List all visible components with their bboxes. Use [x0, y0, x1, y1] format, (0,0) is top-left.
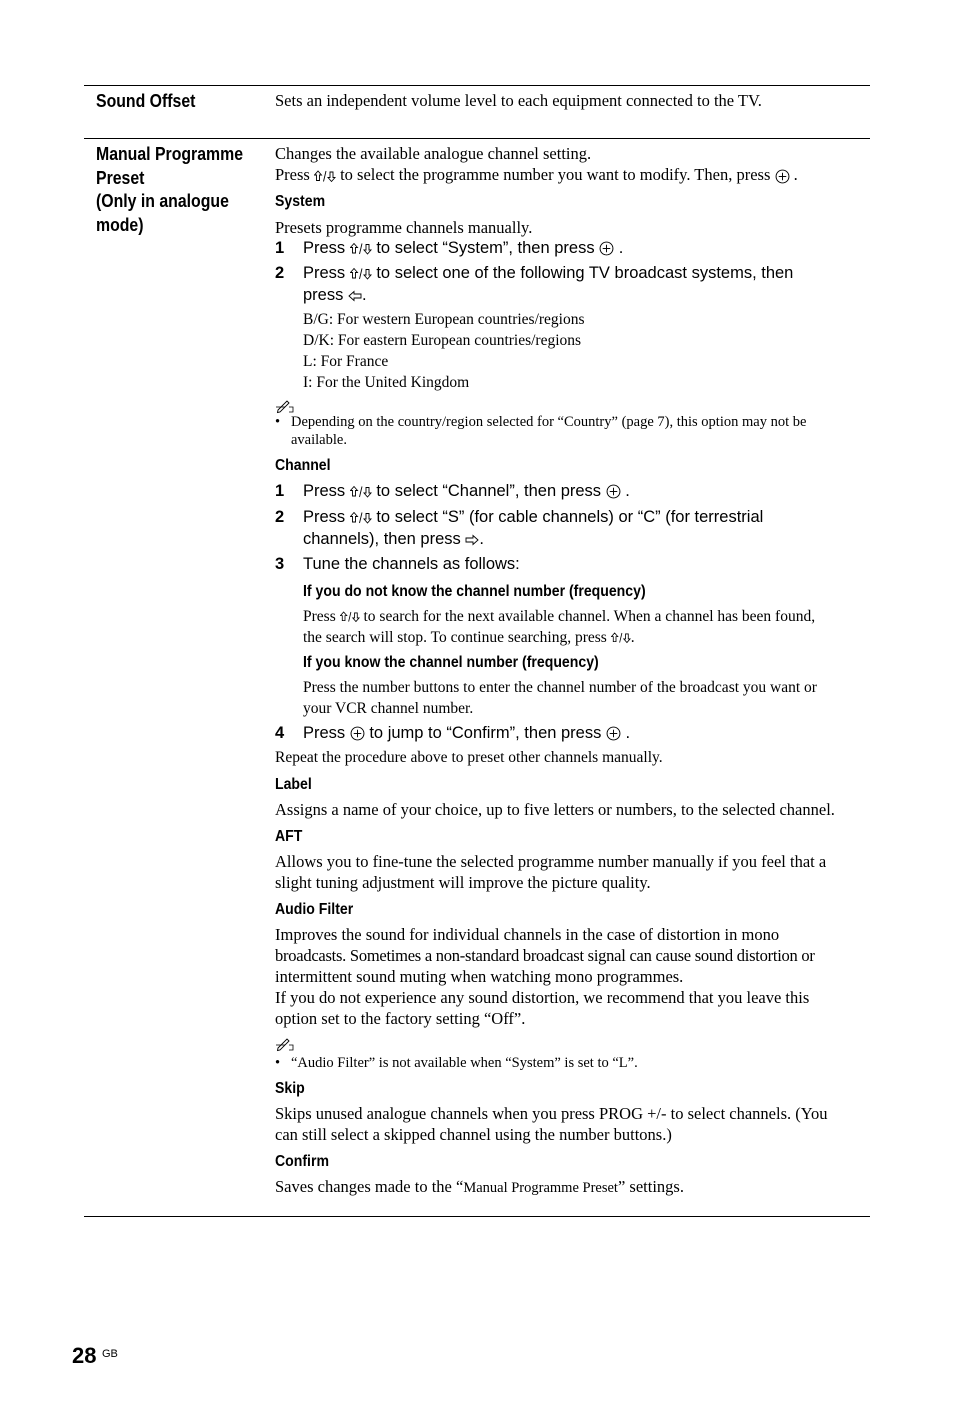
broadcast-system-item: L: For France — [303, 353, 389, 370]
confirm-description — [275, 1176, 684, 1199]
text: Press — [303, 264, 350, 282]
step-line — [303, 528, 873, 550]
text: Press — [303, 482, 350, 500]
step-line — [303, 284, 873, 306]
up-down-arrow-icon — [340, 611, 360, 623]
up-down-arrow-icon — [350, 511, 372, 525]
text: Manual Programme Preset — [463, 1180, 618, 1196]
text: the search will stop. To continue searching, press — [303, 629, 611, 646]
text: . — [620, 482, 630, 500]
audio-filter-line: intermittent sound muting when watching mono programmes. — [275, 967, 684, 986]
text: . — [789, 165, 798, 184]
text: to select “Channel”, then press — [371, 482, 606, 500]
right-arrow-icon — [465, 534, 479, 546]
note-text — [291, 413, 869, 449]
aft-line: slight tuning adjustment will improve the picture quality. — [275, 873, 651, 892]
text: channels), then press — [303, 530, 466, 548]
note-text: “Audio Filter” is not available when “System” is set to “L”. — [291, 1055, 638, 1071]
label-line: Preset — [96, 167, 145, 188]
broadcast-system-item: D/K: For eastern European countries/regions — [303, 332, 582, 349]
audio-filter-description — [275, 924, 871, 1029]
text: Press — [303, 239, 350, 257]
up-down-arrow-icon — [350, 485, 372, 499]
note-pencil-icon — [275, 1036, 295, 1052]
step-text — [303, 237, 873, 259]
audio-filter-heading: Audio Filter — [275, 901, 354, 918]
top-rule — [84, 85, 870, 86]
note-pencil-icon — [275, 398, 295, 414]
text: Saves changes made to the “ — [275, 1177, 464, 1196]
confirm-heading: Confirm — [275, 1153, 329, 1170]
text: . — [361, 286, 367, 304]
intro-text: Changes the available analogue channel setting. — [275, 144, 592, 163]
step-text: Tune the channels as follows: — [303, 555, 520, 573]
text: to select “System”, then press — [371, 239, 600, 257]
step-text — [303, 506, 873, 550]
step-text — [303, 722, 873, 744]
label-line: mode) — [96, 214, 144, 235]
text: press — [303, 286, 348, 304]
step-number: 1 — [275, 482, 285, 500]
enter-button-icon — [599, 241, 614, 256]
text: ” settings. — [617, 1177, 684, 1196]
audio-filter-line: If you do not experience any sound distortion, we recommend that you leave this — [275, 988, 810, 1007]
text: Press — [303, 508, 350, 526]
text: to select the programme number you want to modify. Then, press — [335, 165, 775, 184]
broadcast-systems-list — [303, 309, 869, 393]
manual-programme-preset-description — [275, 143, 871, 1218]
enter-button-icon — [606, 484, 621, 499]
broadcast-system-item: B/G: For western European countries/regions — [303, 311, 585, 328]
step-number: 2 — [275, 508, 285, 526]
audio-filter-line: option set to the factory setting “Off”. — [275, 1009, 526, 1028]
known-frequency-line: your VCR channel number. — [303, 700, 474, 717]
step-number: 3 — [275, 555, 285, 573]
bullet: • — [275, 1055, 281, 1071]
skip-heading: Skip — [275, 1080, 305, 1097]
text: . — [479, 530, 484, 548]
known-frequency-line: Press the number buttons to enter the channel number of the broadcast you want or — [303, 679, 817, 696]
up-down-arrow-icon — [611, 632, 631, 644]
step-number: 4 — [275, 724, 285, 742]
bottom-rule — [84, 1216, 870, 1217]
aft-line: Allows you to fine-tune the selected programme number manually if you feel that a — [275, 852, 827, 871]
system-description: Presets programme channels manually. — [275, 218, 533, 237]
enter-button-icon — [775, 169, 790, 184]
sound-offset-description — [275, 90, 871, 111]
aft-description — [275, 851, 871, 893]
sound-offset-label: Sound Offset — [96, 91, 196, 111]
label-description: Assigns a name of your choice, up to five letters or numbers, to the selected channel. — [275, 800, 835, 819]
aft-heading: AFT — [275, 828, 303, 845]
step-text — [303, 262, 873, 306]
skip-line: Skips unused analogue channels when you press PROG +/- to select channels. (You — [275, 1104, 828, 1123]
up-down-arrow-icon — [350, 242, 372, 256]
label-heading: Label — [275, 776, 312, 793]
step-number: 1 — [275, 239, 285, 257]
page-number: 28 — [72, 1343, 97, 1368]
channel-repeat-text: Repeat the procedure above to preset other channels manually. — [275, 749, 663, 766]
text: . — [630, 629, 635, 646]
text: Press — [275, 165, 314, 184]
section-rule — [84, 138, 870, 139]
page-region-code: GB — [102, 1348, 118, 1360]
skip-description — [275, 1103, 871, 1145]
system-heading: System — [275, 193, 326, 210]
note-line: available. — [291, 432, 347, 448]
step-number: 2 — [275, 264, 285, 282]
unknown-frequency-line — [303, 627, 869, 648]
known-frequency-heading: If you know the channel number (frequency) — [303, 654, 599, 671]
enter-button-icon — [606, 726, 621, 741]
text: . — [620, 724, 631, 742]
text: Press — [303, 608, 340, 625]
unknown-frequency-block — [303, 582, 869, 648]
audio-filter-line: Improves the sound for individual channels in the case of distortion in mono — [275, 925, 780, 944]
sound-offset-text: Sets an independent volume level to each equipment connected to the TV. — [275, 91, 762, 110]
broadcast-system-item: I: For the United Kingdom — [303, 374, 470, 391]
step-line — [303, 262, 873, 284]
text: . — [614, 239, 624, 257]
channel-heading: Channel — [275, 457, 331, 474]
text: to search for the next available channel. When a channel has been found, — [359, 608, 816, 625]
label-line: Manual Programme — [96, 144, 244, 164]
step-line — [303, 506, 873, 528]
enter-button-icon — [350, 726, 365, 741]
known-frequency-block — [303, 653, 869, 719]
text: to select one of the following TV broadcast systems, then — [371, 264, 794, 282]
label-line: (Only in analogue — [96, 191, 229, 211]
text: Press — [303, 724, 350, 742]
step-text — [303, 480, 873, 502]
text: to jump to “Confirm”, then press — [364, 724, 606, 742]
bullet: • — [275, 414, 281, 430]
left-arrow-icon — [348, 290, 362, 302]
up-down-arrow-icon — [350, 267, 372, 281]
text: to select “S” (for cable channels) or “C” (for terrestrial — [371, 508, 764, 526]
audio-filter-line: broadcasts. Sometimes a non-standard broadcast signal can cause sound distortion or — [275, 946, 815, 965]
note-line: Depending on the country/region selected for “Country” (page 7), this option may not be — [291, 414, 807, 430]
manual-programme-preset-label — [96, 143, 246, 237]
skip-line: can still select a skipped channel using the number buttons.) — [275, 1125, 672, 1144]
unknown-frequency-line — [303, 606, 869, 627]
intro-press-text — [275, 164, 798, 185]
unknown-frequency-heading: If you do not know the channel number (frequency) — [303, 583, 646, 600]
up-down-arrow-icon — [314, 170, 336, 183]
